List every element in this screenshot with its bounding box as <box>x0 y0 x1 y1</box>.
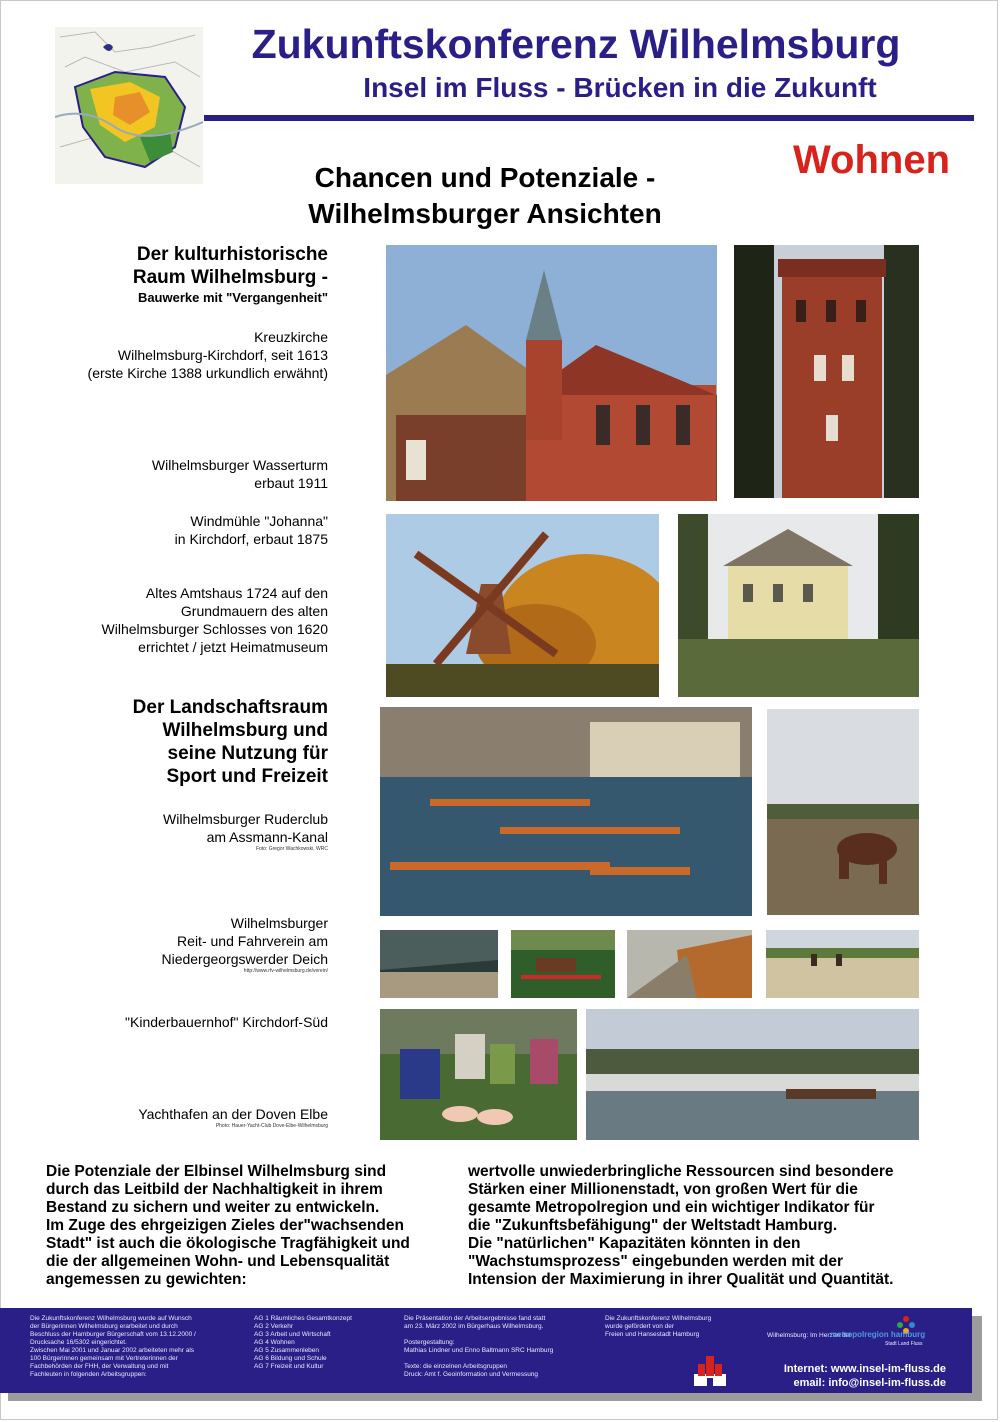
footer-line: Mathias Lindner und Enno Baltmann SRC Hamburg <box>404 1347 554 1354</box>
section1-subtitle: Bauwerke mit "Vergangenheit" <box>137 290 328 305</box>
footer-line: Die Zukunftskonferenz Wilhelmsburg wurde auf Wunsch <box>30 1315 192 1322</box>
footer-line: Die Präsentation der Arbeitsergebnisse fand statt <box>404 1315 546 1322</box>
section2-title-line: Sport und Freizeit <box>166 766 328 787</box>
footer-line: Zwischen Mai 2001 und Januar 2002 arbeiteten mehr als <box>30 1347 195 1354</box>
caption-line: Grundmauern des alten <box>180 603 328 619</box>
caption-line: errichtet / jetzt Heimatmuseum <box>138 639 328 655</box>
footer-line: Beschluss der Hamburger Bürgerschaft vom 13.12.2000 / <box>30 1331 196 1338</box>
body-line: die "Zukunftsbefähigung" der Weltstadt Hamburg. <box>468 1217 838 1234</box>
amtshaus-photo <box>678 514 919 697</box>
section1-title <box>133 243 328 306</box>
footer-line: AG 5 Zusammenleben <box>254 1347 320 1354</box>
heading-line-1: Chancen und Potenziale - <box>314 162 656 193</box>
internet-link[interactable]: Internet: www.insel-im-fluss.de <box>783 1363 946 1375</box>
caption-yachthafen <box>138 1105 328 1129</box>
caption-line: Wilhelmsburger Ruderclub <box>163 811 328 827</box>
caption-line: (erste Kirche 1388 urkundlich erwähnt) <box>87 365 328 381</box>
footer-line: Druck: Amt f. Geoinformation und Vermessung <box>404 1371 539 1378</box>
body-line: durch das Leitbild der Nachhaltigkeit in ihrem <box>46 1181 383 1198</box>
section1-title-line2: Raum Wilhelmsburg - <box>132 267 328 288</box>
section2-title <box>133 696 328 788</box>
riding-field-photo <box>766 930 919 998</box>
body-line: Im Zuge des ehrgeizigen Zieles der"wachsenden <box>46 1217 404 1234</box>
metropolregion-slogan: Stadt Land Fluss <box>885 1341 923 1347</box>
footer-line: Texte: die einzelnen Arbeitsgruppen <box>404 1363 507 1370</box>
body-line: Bestand zu sichern und weiter zu entwickeln. <box>46 1199 380 1216</box>
caption-kreuzkirche <box>88 328 328 382</box>
body-line: wertvolle unwiederbringliche Ressourcen sind besondere <box>468 1163 894 1180</box>
footer-line: Fachleuten in folgenden Arbeitsgruppen: <box>30 1371 147 1378</box>
metropolregion-logo: metropolregion hamburg <box>830 1330 926 1339</box>
caption-line: am Assmann-Kanal <box>206 829 328 845</box>
email-link[interactable]: email: info@insel-im-fluss.de <box>793 1377 946 1389</box>
body-line: Stadt" ist auch die ökologische Tragfähigkeit und <box>46 1235 410 1252</box>
reithalle-photo <box>380 930 498 998</box>
footer-info-conference <box>30 1315 196 1379</box>
caption-wasserturm <box>152 456 328 492</box>
caption-line: Windmühle "Johanna" <box>190 513 328 529</box>
body-line: angemessen zu gewichten: <box>46 1271 247 1288</box>
body-line: "Wachstumsprozess" eingebunden werden mit der <box>468 1253 843 1270</box>
section-heading <box>250 160 720 232</box>
body-line: Die Potenziale der Elbinsel Wilhelmsburg sind <box>46 1163 387 1180</box>
body-line: Stärken einer Millionenstadt, von großen Wert für die <box>468 1181 858 1198</box>
heading-line-2: Wilhelmsburger Ansichten <box>308 198 662 229</box>
caption-windmuehle <box>175 512 328 548</box>
footer-line: AG 7 Freizeit und Kultur <box>254 1363 324 1370</box>
caption-line: in Kirchdorf, erbaut 1875 <box>174 531 328 547</box>
caption-line: erbaut 1911 <box>254 475 328 491</box>
caption-amtshaus <box>102 584 328 656</box>
footer-line: AG 6 Bildung und Schule <box>254 1355 327 1362</box>
caption-line: Wilhelmsburger Wasserturm <box>151 457 328 473</box>
caption-ruderclub <box>163 810 328 852</box>
caption-kinderbauernhof <box>125 1013 328 1031</box>
topic-label: Wohnen <box>792 138 950 182</box>
caption-line: "Kinderbauernhof" Kirchdorf-Süd <box>125 1014 328 1030</box>
hamburg-coat-of-arms-icon <box>690 1350 730 1390</box>
body-line: die der allgemeinen Wohn- und Lebensqualität <box>46 1253 390 1270</box>
section2-title-line: Wilhelmsburg und <box>162 720 328 741</box>
body-line: Intension der Maximierung in ihrer Qualität und Quantität. <box>468 1271 894 1288</box>
footer-shadow <box>8 1393 982 1401</box>
footer-line: Drucksache 16/5302 eingerichtet. <box>30 1339 127 1346</box>
photo-credit: Photo: Hauer-Yacht-Club Dove-Elbe-Wilhelmsburg <box>215 1123 328 1129</box>
footer-line: wurde gefördert von der <box>605 1323 675 1330</box>
wasserturm-photo <box>734 245 919 498</box>
photo-credit: http://www.rfv-wilhelmsburg.de/verein/ <box>243 968 328 974</box>
ruderclub-photo <box>380 707 752 916</box>
footer-line: AG 3 Arbeit und Wirtschaft <box>254 1331 331 1338</box>
caption-line: Wilhelmsburger <box>230 915 328 931</box>
caption-line: Niedergeorgswerder Deich <box>161 951 328 967</box>
footer-line: der Bürgerinnen Wilhelmsburg erarbeitet und durch <box>30 1323 178 1330</box>
footer-presentation-info <box>404 1315 553 1379</box>
footer-line: AG 2 Verkehr <box>254 1323 294 1330</box>
body-text-left <box>46 1163 466 1289</box>
photo-credit: Foto: Gregor Wachkowski, WRC <box>255 846 328 852</box>
footer-line: Postergestaltung: <box>404 1339 455 1346</box>
caption-line: Yachthafen an der Doven Elbe <box>138 1106 328 1122</box>
footer-line: 100 Bürgerinnen gemeinsam mit Vertreterinnen der <box>30 1355 178 1362</box>
jumping-photo <box>511 930 615 998</box>
footer-bar <box>0 1308 972 1393</box>
section1-title-line1: Der kulturhistorische <box>136 244 328 265</box>
footer-shadow <box>972 1316 982 1401</box>
caption-line: Altes Amtshaus 1724 auf den <box>145 585 328 601</box>
footer-line: Freien und Hansestadt Hamburg <box>605 1331 700 1338</box>
footer-line: Fachbehörden der FHH, der Verwaltung und mit <box>30 1363 169 1370</box>
body-line: gesamte Metropolregion und ein wichtiger Indikator für <box>468 1199 875 1216</box>
wilhelmsburg-map-image <box>55 27 203 184</box>
caption-line: Kreuzkirche <box>254 329 328 345</box>
section2-title-line: seine Nutzung für <box>167 743 328 764</box>
metropolregion-text: Wilhelmsburg: Im Herzen der <box>767 1332 852 1339</box>
kinderbauernhof-photo <box>380 1009 577 1140</box>
windmuehle-photo <box>386 514 659 697</box>
footer-line: Die Zukunftskonferenz Wilhelmsburg <box>605 1315 712 1322</box>
body-line: Die "natürlichen" Kapazitäten könnten in den <box>468 1235 801 1252</box>
caption-line: Wilhelmsburg-Kirchdorf, seit 1613 <box>117 347 328 363</box>
horse-photo <box>767 709 919 915</box>
yachthafen-photo <box>586 1009 919 1140</box>
footer-line: AG 1 Räumliches Gesamtkonzept <box>254 1315 352 1322</box>
body-text-right <box>468 1163 958 1289</box>
section2-title-line: Der Landschaftsraum <box>132 697 328 718</box>
caption-line: Wilhelmsburger Schlosses von 1620 <box>101 621 328 637</box>
stables-photo <box>627 930 752 998</box>
poster-title: Zukunftskonferenz Wilhelmsburg <box>251 21 901 67</box>
footer-working-groups <box>254 1315 352 1371</box>
poster-subtitle: Insel im Fluss - Brücken in die Zukunft <box>363 72 877 103</box>
header-divider <box>204 115 974 121</box>
footer-line: am 23. März 2002 im Bürgerhaus Wilhelmsburg. <box>404 1323 544 1330</box>
footer-funding-info <box>605 1315 711 1339</box>
kreuzkirche-photo <box>386 245 717 501</box>
caption-reitverein <box>161 914 328 974</box>
caption-line: Reit- und Fahrverein am <box>177 933 328 949</box>
footer-line: AG 4 Wohnen <box>254 1339 295 1346</box>
